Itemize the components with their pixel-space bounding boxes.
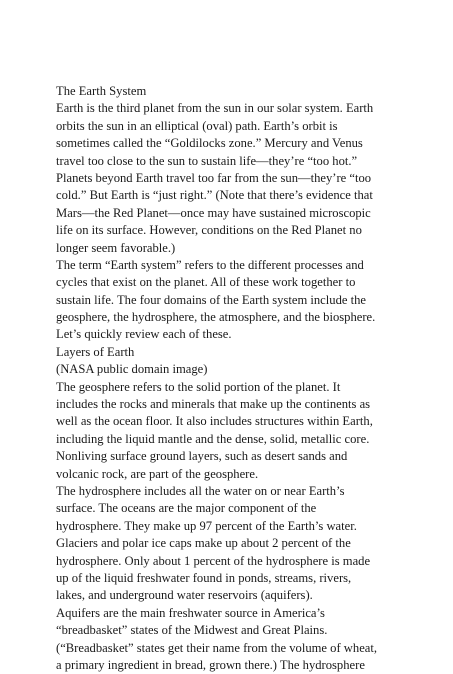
section-heading: Layers of Earth — [56, 344, 135, 359]
paragraph-line: volcanic rock, are part of the geosphere. — [56, 466, 259, 481]
paragraph-line: orbits the sun in an elliptical (oval) path. Earth’s orbit is — [56, 118, 338, 133]
paragraph-line: Let’s quickly review each of these. — [56, 327, 232, 342]
paragraph-line: Mars—the Red Planet—once may have sustained microscopic — [56, 205, 371, 220]
paragraph-line: Aquifers are the main freshwater source in America’s — [56, 605, 325, 620]
paragraph-line: surface. The oceans are the major component of the — [56, 501, 317, 516]
paragraph-line: geosphere, the hydrosphere, the atmosphere, and the biosphere. — [56, 310, 376, 325]
paragraph-line: lakes, and underground water reservoirs (aquifers). — [56, 588, 313, 603]
paragraph-line: hydrosphere. They make up 97 percent of the Earth’s water. — [56, 518, 357, 533]
paragraph-line: sustain life. The four domains of the Earth system include the — [56, 292, 366, 307]
paragraph-line: longer seem favorable.) — [56, 240, 176, 255]
document-body — [56, 83, 453, 674]
paragraph-line: travel too close to the sun to sustain life—they’re “too hot.” — [56, 153, 358, 168]
paragraph-line: life on its surface. However, conditions on the Red Planet no — [56, 223, 362, 238]
paragraph-line: includes the rocks and minerals that make up the continents as — [56, 397, 371, 412]
paragraph-line: hydrosphere. Only about 1 percent of the hydrosphere is made — [56, 553, 371, 568]
paragraph-line: Nonliving surface ground layers, such as desert sands and — [56, 449, 348, 464]
paragraph-line: a primary ingredient in bread, grown there.) The hydrosphere — [56, 657, 365, 672]
paragraph-line: Planets beyond Earth travel too far from the sun—they’re “too — [56, 170, 372, 185]
paragraph-line: (“Breadbasket” states get their name from the volume of wheat, — [56, 640, 378, 655]
paragraph-line: cycles that exist on the planet. All of these work together to — [56, 275, 356, 290]
paragraph-line: Glaciers and polar ice caps make up about 2 percent of the — [56, 536, 351, 551]
paragraph-line: well as the ocean floor. It also includes structures within Earth, — [56, 414, 373, 429]
paragraph-line: “breadbasket” states of the Midwest and Great Plains. — [56, 623, 328, 638]
paragraph-line: The hydrosphere includes all the water on or near Earth’s — [56, 483, 345, 498]
paragraph-line: Earth is the third planet from the sun in our solar system. Earth — [56, 101, 374, 116]
paragraph-line: The term “Earth system” refers to the different processes and — [56, 257, 364, 272]
paragraph-line: including the liquid mantle and the dense, solid, metallic core. — [56, 431, 370, 446]
paragraph-line: The geosphere refers to the solid portion of the planet. It — [56, 379, 341, 394]
paragraph-line: sometimes called the “Goldilocks zone.” Mercury and Venus — [56, 136, 363, 151]
paragraph-line: up of the liquid freshwater found in ponds, streams, rivers, — [56, 570, 352, 585]
image-caption: (NASA public domain image) — [56, 362, 208, 377]
paragraph-line: cold.” But Earth is “just right.” (Note that there’s evidence that — [56, 188, 373, 203]
document-title: The Earth System — [56, 84, 147, 98]
